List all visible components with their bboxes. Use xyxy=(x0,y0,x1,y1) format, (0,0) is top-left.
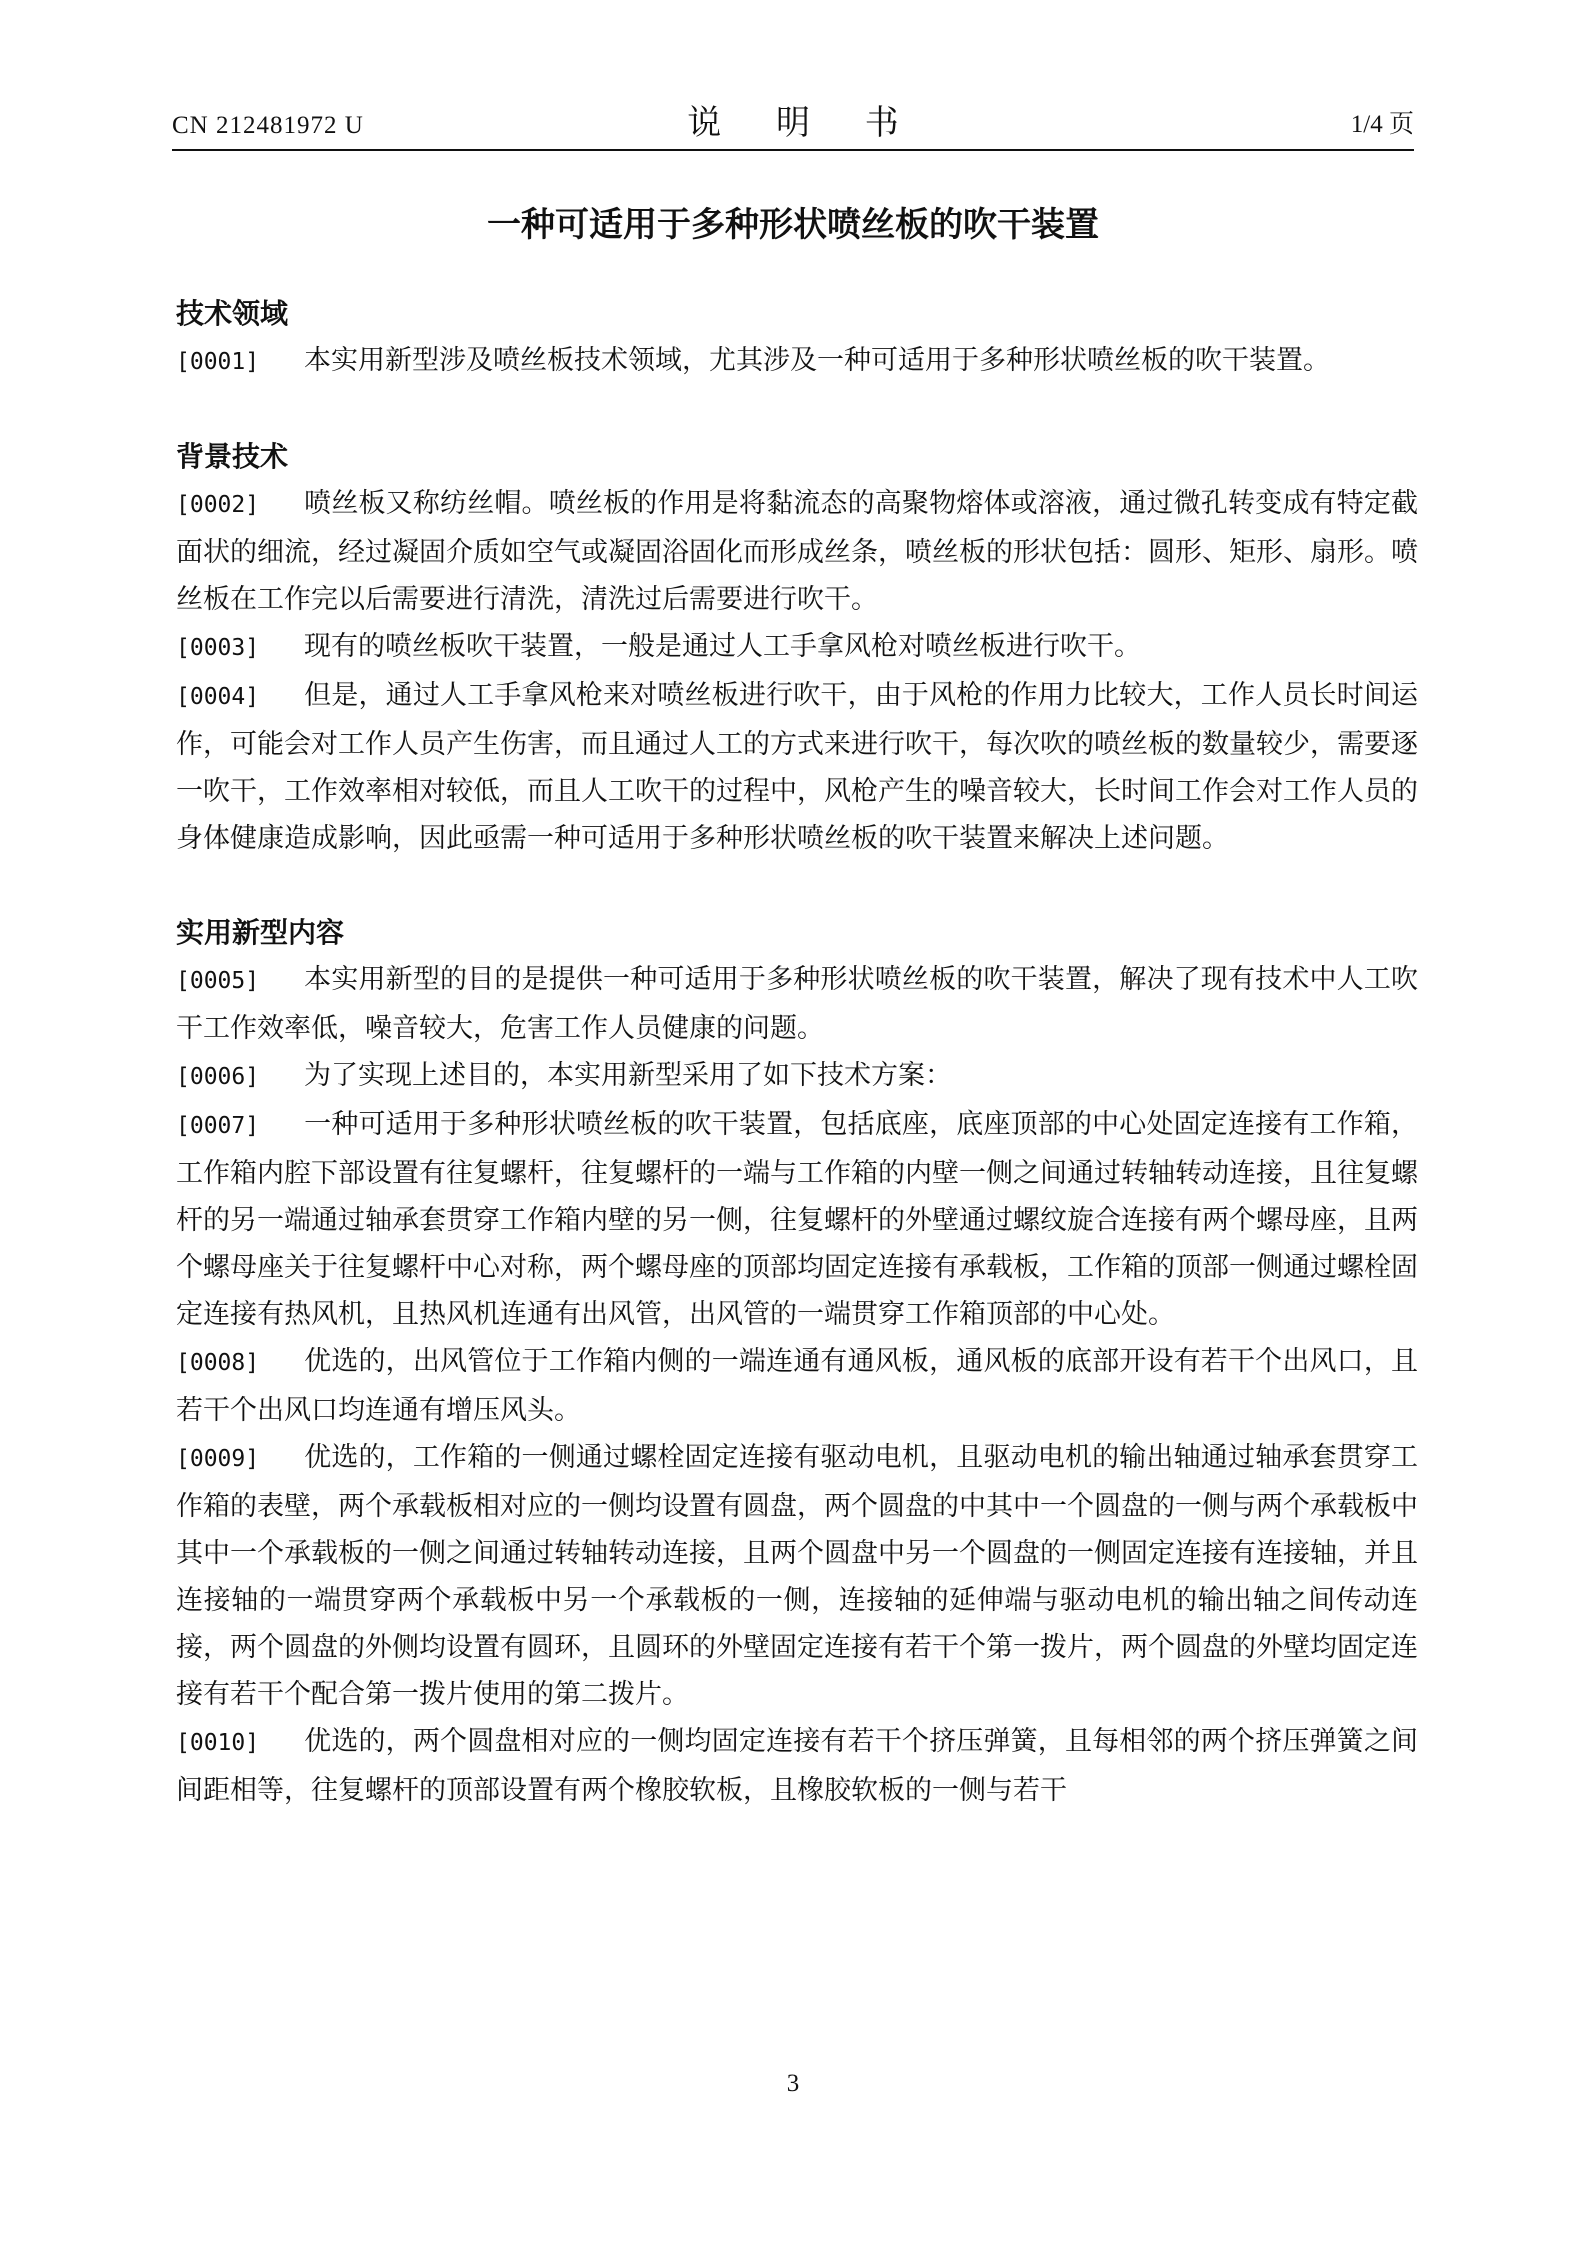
paragraph-text: 一种可适用于多种形状喷丝板的吹干装置，包括底座，底座顶部的中心处固定连接有工作箱，工作箱内腔下部设置有往复螺杆，往复螺杆的一端与工作箱的内壁一侧之间通过转轴转动连接，且往复螺杆的另一端通过轴承套贯穿工作箱内壁的另一侧，往复螺杆的外壁通过螺纹旋合连接有两个螺母座，且两个螺母座关于往复螺杆中心对称，两个螺母座的顶部均固定连接有承载板，工作箱的顶部一侧通过螺栓固定连接有热风机，且热风机连通有出风管，出风管的一端贯穿工作箱顶部的中心处。 xyxy=(176,1109,1418,1330)
paragraph-0007 xyxy=(176,1101,1418,1338)
paragraph-text: 本实用新型的目的是提供一种可适用于多种形状喷丝板的吹干装置，解决了现有技术中人工吹干工作效率低，噪音较大，危害工作人员健康的问题。 xyxy=(176,964,1418,1044)
paragraph-number: [0007] xyxy=(176,1113,260,1139)
paragraph-number: [0005] xyxy=(176,968,260,994)
page-indicator: 1/4 页 xyxy=(1350,111,1414,138)
page-number: 3 xyxy=(786,2070,800,2097)
paragraph-number: [0009] xyxy=(176,1446,260,1472)
paragraph-0006 xyxy=(176,1052,1418,1101)
paragraph-text: 本实用新型涉及喷丝板技术领域，尤其涉及一种可适用于多种形状喷丝板的吹干装置。 xyxy=(304,345,1330,376)
paragraph-number: [0001] xyxy=(176,349,260,375)
paragraph-0008 xyxy=(176,1338,1418,1434)
header-rule xyxy=(172,149,1414,151)
paragraph-text: 喷丝板又称纺丝帽。喷丝板的作用是将黏流态的高聚物熔体或溶液，通过微孔转变成有特定截面状的细流，经过凝固介质如空气或凝固浴固化而形成丝条，喷丝板的形状包括：圆形、矩形、扇形。喷丝板在工作完以后需要进行清洗，清洗过后需要进行吹干。 xyxy=(176,488,1418,615)
paragraph-text: 现有的喷丝板吹干装置，一般是通过人工手拿风枪对喷丝板进行吹干。 xyxy=(304,631,1141,662)
heading-background: 背景技术 xyxy=(176,440,289,473)
paragraph-number: [0008] xyxy=(176,1350,260,1376)
document-title: 一种可适用于多种形状喷丝板的吹干装置 xyxy=(487,205,1099,245)
paragraph-0005 xyxy=(176,956,1418,1052)
paragraph-0010 xyxy=(176,1718,1418,1814)
paragraph-text: 优选的，工作箱的一侧通过螺栓固定连接有驱动电机，且驱动电机的输出轴通过轴承套贯穿工作箱的表壁，两个承载板相对应的一侧均设置有圆盘，两个圆盘的中其中一个圆盘的一侧与两个承载板中其中一个承载板的一侧之间通过转轴转动连接，且两个圆盘中另一个圆盘的一侧固定连接有连接轴，并且连接轴的一端贯穿两个承载板中另一个承载板的一侧，连接轴的延伸端与驱动电机的输出轴之间传动连接，两个圆盘的外侧均设置有圆环，且圆环的外壁固定连接有若干个第一拨片，两个圆盘的外壁均固定连接有若干个配合第一拨片使用的第二拨片。 xyxy=(176,1442,1418,1710)
paragraph-0009 xyxy=(176,1434,1418,1718)
paragraph-text: 优选的，出风管位于工作箱内侧的一端连通有通风板，通风板的底部开设有若干个出风口，且若干个出风口均连通有增压风头。 xyxy=(176,1346,1418,1426)
heading-content: 实用新型内容 xyxy=(176,916,345,949)
paragraph-number: [0002] xyxy=(176,492,260,518)
paragraph-0002 xyxy=(176,480,1418,623)
paragraph-text: 优选的，两个圆盘相对应的一侧均固定连接有若干个挤压弹簧，且每相邻的两个挤压弹簧之间间距相等，往复螺杆的顶部设置有两个橡胶软板，且橡胶软板的一侧与若干 xyxy=(176,1726,1418,1806)
paragraph-text: 但是，通过人工手拿风枪来对喷丝板进行吹干，由于风枪的作用力比较大，工作人员长时间运作，可能会对工作人员产生伤害，而且通过人工的方式来进行吹干，每次吹的喷丝板的数量较少，需要逐一吹干，工作效率相对较低，而且人工吹干的过程中，风枪产生的噪音较大，长时间工作会对工作人员的身体健康造成影响，因此亟需一种可适用于多种形状喷丝板的吹干装置来解决上述问题。 xyxy=(176,680,1418,854)
paragraph-0001 xyxy=(176,337,1418,386)
paragraph-0003 xyxy=(176,623,1418,672)
paragraph-number: [0010] xyxy=(176,1730,260,1756)
page-header xyxy=(172,96,1414,146)
doc-number: CN 212481972 U xyxy=(172,112,364,139)
heading-tech-field: 技术领域 xyxy=(176,297,289,330)
document-body xyxy=(176,290,1418,1814)
section-title: 说 明 书 xyxy=(687,103,921,143)
paragraph-number: [0003] xyxy=(176,635,260,661)
paragraph-number: [0006] xyxy=(176,1064,260,1090)
paragraph-text: 为了实现上述目的，本实用新型采用了如下技术方案： xyxy=(304,1060,952,1091)
paragraph-0004 xyxy=(176,672,1418,862)
paragraph-number: [0004] xyxy=(176,684,260,710)
